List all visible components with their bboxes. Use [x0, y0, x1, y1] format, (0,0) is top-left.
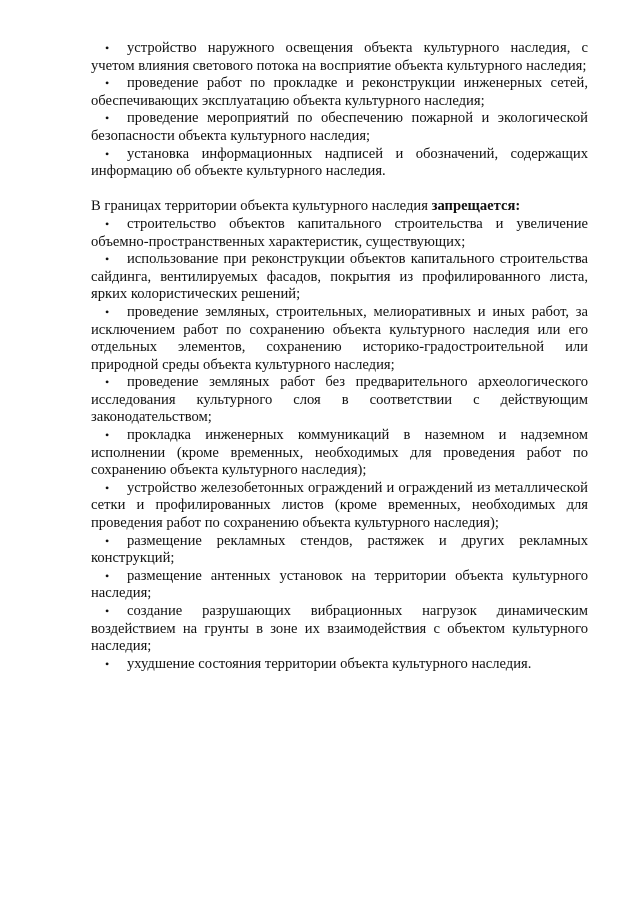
list-item [91, 568, 588, 603]
bullet-icon: • [105, 533, 110, 548]
bullet-icon: • [105, 304, 110, 319]
list-item [91, 251, 588, 304]
list-item [91, 110, 588, 145]
list-item [91, 533, 588, 568]
list-item-text: проведение работ по прокладке и реконструкции инженерных сетей, обеспечивающих эксплуатацию объекта культурного наследия; [91, 75, 588, 109]
prohibition-intro [91, 198, 588, 216]
list-item-text: создание разрушающих вибрационных нагрузок динамическим воздействием на грунты в зоне их взаимодействия с объектом культурного наследия; [91, 603, 588, 655]
list-item-text: устройство наружного освещения объекта культурного наследия, с учетом влияния светового потока на восприятие объекта культурного наследия; [91, 40, 588, 74]
list-item-text: ухудшение состояния территории объекта культурного наследия. [127, 655, 532, 672]
list-item [91, 75, 588, 110]
list-item-text: строительство объектов капитального строительства и увеличение объемно-пространственных характеристик, существующих; [91, 215, 588, 250]
bullet-icon: • [105, 252, 110, 267]
list-item-text: проведение мероприятий по обеспечению пожарной и экологической безопасности объекта культурного наследия; [91, 110, 588, 144]
bullet-icon: • [105, 41, 110, 55]
list-item-text: проведение земляных работ без предварительного археологического исследования культурного слоя в соответствии с действующим законодательством; [91, 374, 588, 426]
list-item-text: размещение антенных установок на территории объекта культурного наследия; [91, 567, 588, 602]
list-item [91, 656, 588, 674]
bullet-icon: • [105, 604, 110, 618]
bullet-icon: • [105, 76, 110, 91]
permitted-works-list [91, 40, 588, 181]
list-item [91, 427, 588, 480]
bullet-icon: • [105, 375, 110, 390]
list-item-text: использование при реконструкции объектов капитального строительства сайдинга, вентилируемых фасадов, покрытия из профилированного листа, ярких колористических решений; [91, 251, 588, 303]
paragraph-gap [91, 181, 588, 199]
list-item [91, 40, 588, 75]
bullet-icon: • [105, 111, 110, 126]
list-item [91, 480, 588, 533]
bullet-icon: • [105, 216, 110, 231]
bullet-icon: • [105, 568, 110, 583]
bullet-icon: • [105, 656, 110, 671]
list-item-text: установка информационных надписей и обозначений, содержащих информацию об объекте культурного наследия. [91, 145, 588, 180]
intro-text: В границах территории объекта культурного наследия [91, 198, 432, 215]
list-item-text: прокладка инженерных коммуникаций в наземном и надземном исполнении (кроме временных, необходимых для проведения работ по сохранению объекта культурного наследия); [91, 427, 588, 479]
prohibited-works-list [91, 216, 588, 673]
bullet-icon: • [105, 146, 110, 161]
intro-bold-keyword: запрещается: [431, 198, 521, 215]
list-item [91, 146, 588, 181]
list-item-text: устройство железобетонных ограждений и ограждений из металлической сетки и профилированных листов (кроме временных, необходимых для проведения работ по сохранению объекта культурного наследия); [91, 479, 588, 532]
list-item-text: размещение рекламных стендов, растяжек и других рекламных конструкций; [91, 532, 588, 567]
bullet-icon: • [105, 480, 110, 495]
list-item-text: проведение земляных, строительных, мелиоративных и иных работ, за исключением работ по сохранению объекта культурного наследия или его отдельных элементов, сохранению историко-градостроительной или природной среды объекта культурного наследия; [91, 303, 588, 373]
list-item [91, 374, 588, 427]
list-item [91, 603, 588, 656]
list-item [91, 304, 588, 374]
bullet-icon: • [105, 428, 110, 443]
list-item [91, 216, 588, 251]
